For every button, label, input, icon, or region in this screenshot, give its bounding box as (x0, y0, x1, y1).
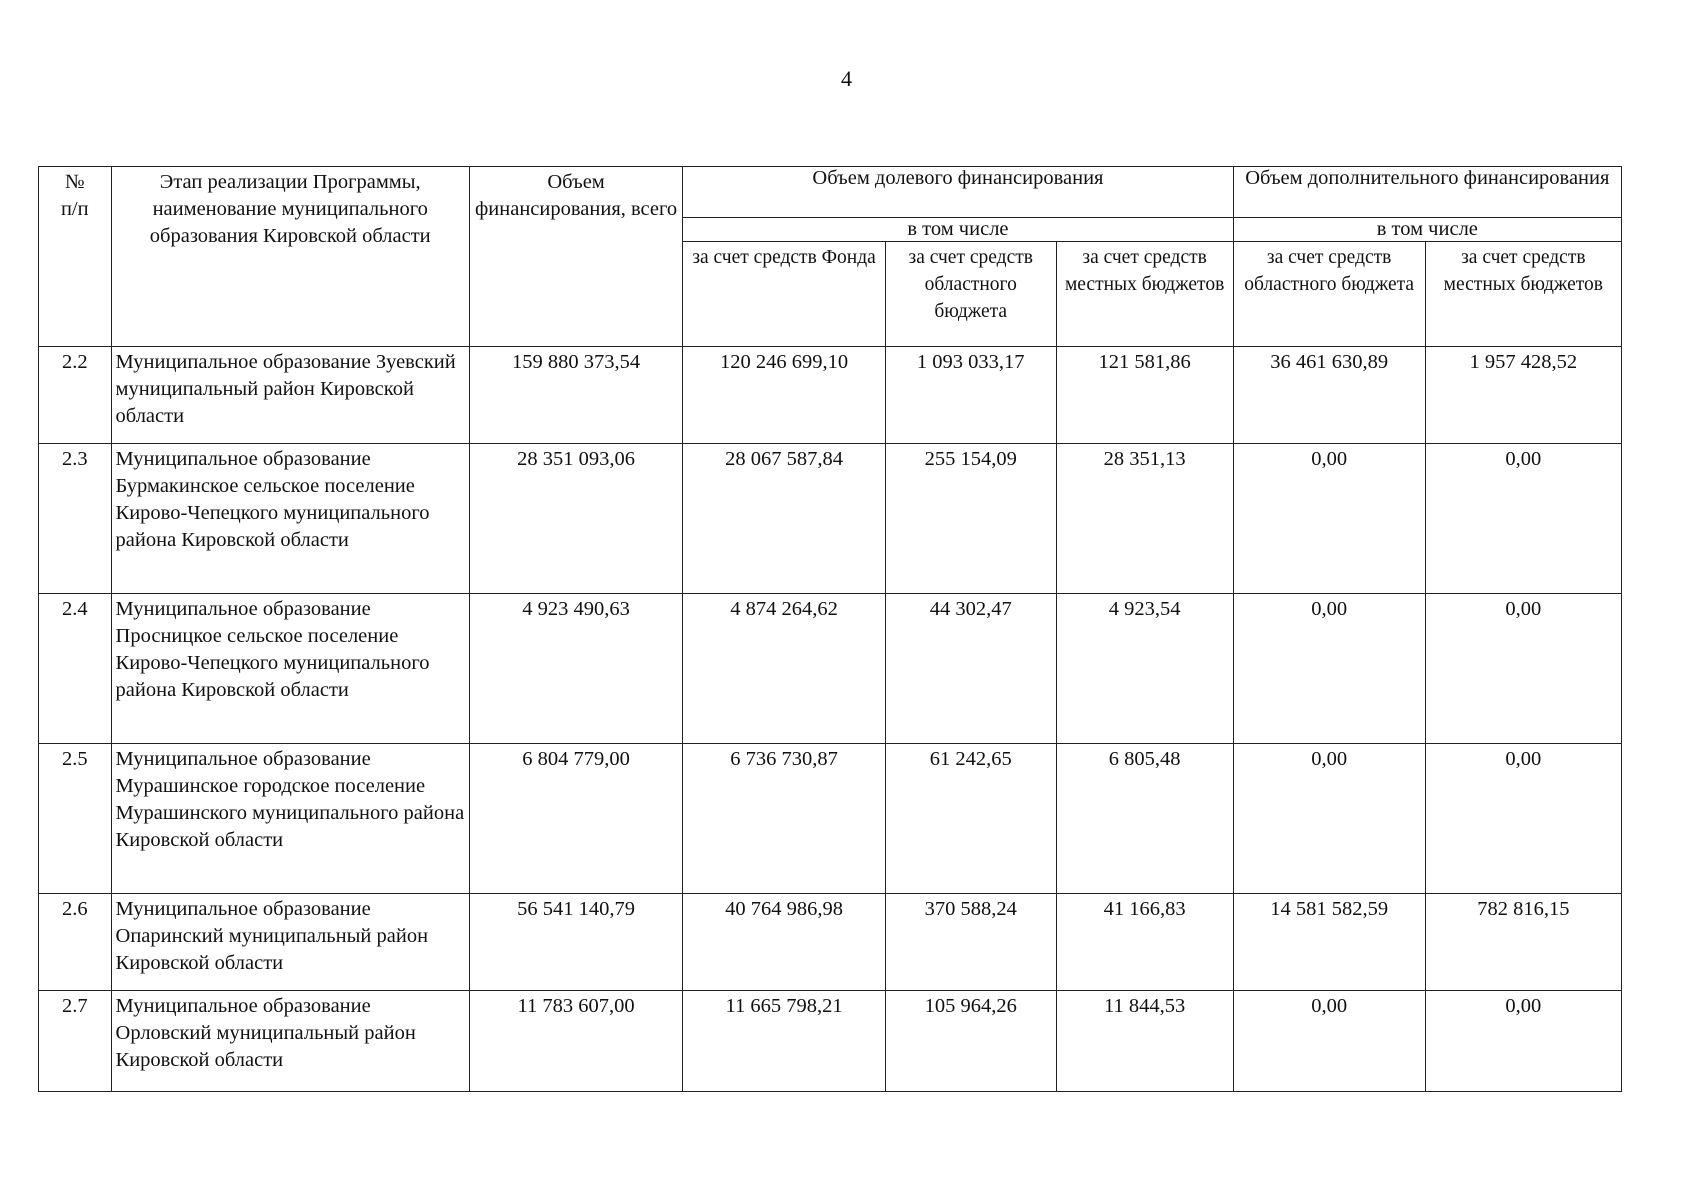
table-row (39, 991, 1622, 1092)
row-add-regional: 14 581 582,59 (1233, 894, 1425, 991)
row-add-local: 1 957 428,52 (1425, 347, 1621, 444)
row-add-local: 0,00 (1425, 744, 1621, 894)
row-municipality: Муниципальное образование Опаринский муниципальный район Кировской области (111, 894, 469, 991)
row-local: 41 166,83 (1056, 894, 1233, 991)
row-add-regional: 0,00 (1233, 991, 1425, 1092)
table-row (39, 744, 1622, 894)
row-local: 28 351,13 (1056, 444, 1233, 594)
row-regional: 61 242,65 (885, 744, 1056, 894)
row-municipality: Муниципальное образование Орловский муниципальный район Кировской области (111, 991, 469, 1092)
row-fund: 4 874 264,62 (683, 594, 886, 744)
table-row (39, 894, 1622, 991)
header-fund: за счет средств Фонда (683, 242, 886, 347)
header-including-additional: в том числе (1233, 218, 1621, 242)
row-add-regional: 0,00 (1233, 594, 1425, 744)
row-add-local: 782 816,15 (1425, 894, 1621, 991)
header-add-local: за счет средств местных бюджетов (1425, 242, 1621, 347)
header-stage: Этап реализации Программы, наименование муниципального образования Кировской области (111, 167, 469, 347)
header-regional: за счет средств областного бюджета (885, 242, 1056, 347)
row-local: 121 581,86 (1056, 347, 1233, 444)
row-total: 56 541 140,79 (469, 894, 682, 991)
financing-table-container (38, 166, 1622, 1092)
row-number: 2.4 (39, 594, 112, 744)
row-total: 4 923 490,63 (469, 594, 682, 744)
row-number: 2.6 (39, 894, 112, 991)
row-municipality: Муниципальное образование Бурмакинское сельское поселение Кирово-Чепецкого муниципального района Кировской области (111, 444, 469, 594)
row-fund: 28 067 587,84 (683, 444, 886, 594)
row-regional: 255 154,09 (885, 444, 1056, 594)
header-num: № п/п (39, 167, 112, 347)
row-regional: 105 964,26 (885, 991, 1056, 1092)
financing-table (38, 166, 1622, 1092)
header-additional-financing: Объем дополнительного финансирования (1233, 167, 1621, 218)
row-add-local: 0,00 (1425, 594, 1621, 744)
row-number: 2.5 (39, 744, 112, 894)
row-local: 4 923,54 (1056, 594, 1233, 744)
row-fund: 11 665 798,21 (683, 991, 886, 1092)
row-add-regional: 0,00 (1233, 744, 1425, 894)
row-local: 6 805,48 (1056, 744, 1233, 894)
row-add-regional: 0,00 (1233, 444, 1425, 594)
row-total: 28 351 093,06 (469, 444, 682, 594)
row-regional: 1 093 033,17 (885, 347, 1056, 444)
row-total: 11 783 607,00 (469, 991, 682, 1092)
header-add-regional: за счет средств областного бюджета (1233, 242, 1425, 347)
header-local: за счет средств местных бюджетов (1056, 242, 1233, 347)
table-row (39, 347, 1622, 444)
table-row (39, 594, 1622, 744)
row-regional: 370 588,24 (885, 894, 1056, 991)
row-municipality: Муниципальное образование Просницкое сельское поселение Кирово-Чепецкого муниципального района Кировской области (111, 594, 469, 744)
row-local: 11 844,53 (1056, 991, 1233, 1092)
row-number: 2.2 (39, 347, 112, 444)
row-add-regional: 36 461 630,89 (1233, 347, 1425, 444)
row-total: 159 880 373,54 (469, 347, 682, 444)
row-fund: 120 246 699,10 (683, 347, 886, 444)
page-number: 4 (841, 66, 852, 91)
row-regional: 44 302,47 (885, 594, 1056, 744)
row-municipality: Муниципальное образование Зуевский муниципальный район Кировской области (111, 347, 469, 444)
header-total: Объем финансирования, всего (469, 167, 682, 347)
row-add-local: 0,00 (1425, 444, 1621, 594)
row-fund: 40 764 986,98 (683, 894, 886, 991)
row-total: 6 804 779,00 (469, 744, 682, 894)
row-number: 2.7 (39, 991, 112, 1092)
table-row (39, 444, 1622, 594)
header-including-shared: в том числе (683, 218, 1233, 242)
row-add-local: 0,00 (1425, 991, 1621, 1092)
row-municipality: Муниципальное образование Мурашинское городское поселение Мурашинского муниципального района Кировской области (111, 744, 469, 894)
header-shared-financing: Объем долевого финансирования (683, 167, 1233, 218)
row-fund: 6 736 730,87 (683, 744, 886, 894)
row-number: 2.3 (39, 444, 112, 594)
